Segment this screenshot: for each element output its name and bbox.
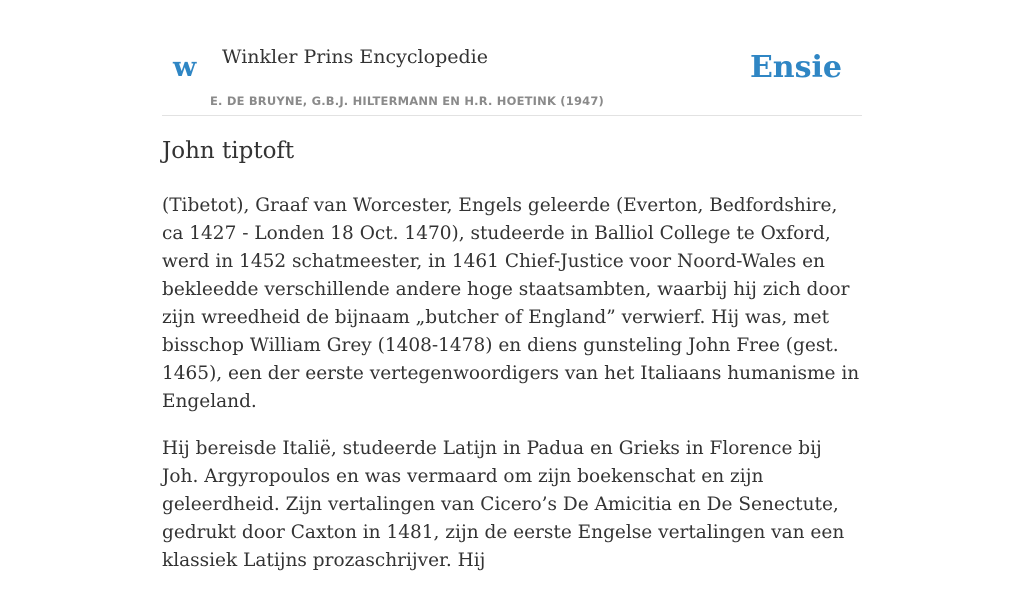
source-title[interactable]: Winkler Prins Encyclopedie [222, 46, 488, 68]
article-body [162, 192, 862, 594]
article-paragraph: (Tibetot), Graaf van Worcester, Engels geleerde (Everton, Bedfordshire, ca 1427 - Londen 18 Oct. 1470), studeerde in Balliol College te Oxford, werd in 1452 schatmeester, in 1461 Chief-Justice voor Noord-Wales en bekleedde verschillende andere hoge staatsambten, waarbij hij zich door zijn wreedheid de bijnaam „butcher of England” verwierf. Hij was, met bisschop William Grey (1408-1478) en diens gunsteling John Free (gest. 1465), een der eerste vertegenwoordigers van het Italiaans humanisme in Engeland. [162, 195, 860, 412]
source-header [162, 38, 862, 116]
source-authors: E. DE BRUYNE, G.B.J. HILTERMANN EN H.R. HOETINK (1947) [210, 94, 605, 108]
article-title: John tiptoft [162, 138, 295, 164]
article-paragraph: Hij bereisde Italië, studeerde Latijn in Padua en Grieks in Florence bij Joh. Argyropoulos en was vermaard om zijn boekenschat en zijn geleerdheid. Zijn vertalingen van Cicero’s De Amicitia en De Senectute, gedrukt door Caxton in 1481, zijn de eerste Engelse vertalingen van een klassiek Latijns prozaschrijver. Hij [162, 438, 845, 571]
source-logo[interactable]: w [173, 52, 197, 83]
brand-logo[interactable]: Ensie [749, 50, 842, 85]
